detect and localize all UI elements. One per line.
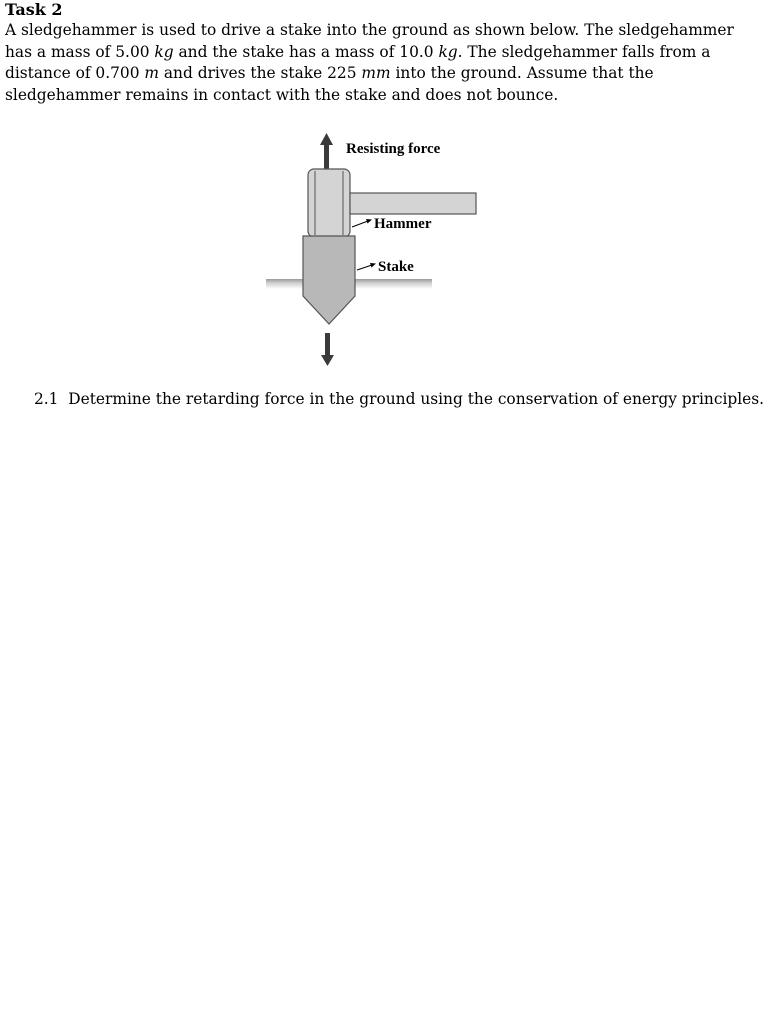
unit-kg: kg [438,42,458,61]
resisting-force-label: Resisting force [346,141,441,157]
stake-label: Stake [378,259,414,275]
hammer-leader-arrow [352,219,372,227]
task-text-part: . The sledgehammer falls from a distance of 0.700 [5,42,711,82]
task-title: Task 2 [5,0,63,19]
question-2-1 [34,388,764,410]
question-number: 2.1 [34,390,59,408]
task-text-part: and the stake has a mass of 10.0 [173,42,439,61]
stake-body [303,236,355,324]
hammer-label: Hammer [374,216,432,232]
task-description [5,20,755,106]
hammer-head [308,169,350,237]
unit-m: m [144,64,159,82]
question-text: Determine the retarding force in the ground using the conservation of energy principles. [68,390,765,408]
unit-mm: mm [361,64,391,82]
resisting-force-arrow [320,133,333,169]
sledgehammer-diagram [260,128,485,373]
unit-kg: kg [154,42,174,61]
task-text-part: into the ground. Assume that the sledgehammer remains in contact with the stake and does not bounce. [5,64,654,104]
task-text-part: and drives the stake 225 [158,64,362,82]
task-text-part: A sledgehammer is used to drive a stake into the ground as shown below. The sledgehammer has a mass of 5.00 [5,21,734,61]
downward-force-arrow [321,333,334,366]
hammer-handle [350,193,476,214]
task-document [5,0,755,106]
stake-leader-arrow [357,263,376,270]
diagram-svg [260,128,485,373]
